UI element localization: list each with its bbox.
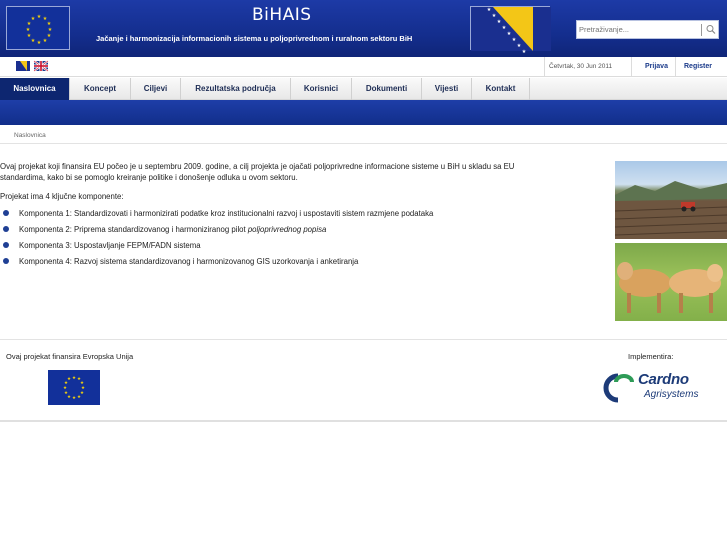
- svg-text:★: ★: [30, 16, 36, 22]
- bullet-icon: [3, 258, 9, 264]
- svg-text:★: ★: [521, 49, 527, 55]
- sub-nav-bar: [0, 100, 727, 125]
- breadcrumb[interactable]: Naslovnica: [14, 132, 46, 139]
- utility-bar: [0, 57, 727, 77]
- list-item: Komponenta 1: Standardizovati i harmonizirati podatke kroz institucionalni razvoj i uspostaviti sistem razmjene podataka: [19, 209, 434, 218]
- nav-item-korisnici[interactable]: Korisnici: [291, 78, 352, 100]
- nav-item-naslovnica[interactable]: Naslovnica: [0, 78, 70, 100]
- nav-item-koncept[interactable]: Koncept: [70, 78, 131, 100]
- svg-text:★: ★: [63, 391, 69, 396]
- cows-photo: [615, 243, 727, 321]
- svg-text:★: ★: [63, 381, 69, 386]
- util-divider: [631, 57, 632, 77]
- svg-text:★: ★: [491, 13, 497, 19]
- bih-flag-graphic: [471, 7, 551, 55]
- nav-item-kontakt[interactable]: Kontakt: [472, 78, 530, 100]
- current-date: Četvrtak, 30 Jun 2011: [549, 63, 613, 70]
- register-link[interactable]: Register: [684, 63, 713, 70]
- svg-text:★: ★: [79, 381, 85, 386]
- svg-text:★: ★: [46, 33, 52, 39]
- eu-logo-icon: [48, 370, 100, 405]
- field-tractor-photo: [615, 161, 727, 239]
- list-item: [19, 225, 326, 234]
- search-box[interactable]: [576, 20, 719, 39]
- footer-divider: [0, 420, 727, 422]
- list-item: Komponenta 4: Razvoj sistema standardizovanog i harmonizovanog GIS uzorkovanja i anketiranja: [19, 257, 359, 266]
- main-nav: [0, 78, 727, 100]
- search-icon[interactable]: [705, 23, 717, 36]
- nav-item-rezultatska-podrucja[interactable]: Rezultatska područja: [181, 78, 291, 100]
- svg-text:★: ★: [511, 37, 517, 43]
- cardno-logo[interactable]: [596, 370, 714, 408]
- funded-by-label: Ovaj projekat finansira Evropska Unija: [6, 352, 134, 361]
- util-divider: [544, 57, 545, 77]
- components-heading: Projekat ima 4 ključne komponente:: [0, 192, 124, 201]
- cardno-subname: Agrisystems: [644, 389, 699, 400]
- site-brand[interactable]: BiHAIS: [252, 5, 312, 25]
- nav-item-ciljevi[interactable]: Ciljevi: [131, 78, 181, 100]
- svg-text:★: ★: [30, 38, 36, 44]
- divider: [0, 339, 727, 340]
- svg-text:★: ★: [47, 27, 53, 33]
- site-header: [0, 0, 727, 57]
- bih-flag-icon: [470, 6, 550, 55]
- svg-text:★: ★: [66, 377, 72, 382]
- svg-text:★: ★: [25, 27, 31, 33]
- bosnian-flag-icon[interactable]: [16, 61, 30, 71]
- svg-text:★: ★: [506, 31, 512, 37]
- eu-flag-icon: [6, 6, 70, 50]
- svg-text:★: ★: [36, 14, 42, 20]
- svg-text:★: ★: [496, 19, 502, 25]
- cardno-mark-icon: [596, 370, 638, 408]
- svg-text:★: ★: [76, 377, 82, 382]
- site-tagline: Jačanje i harmonizacija informacionih sistema u poljoprivrednom i ruralnom sektoru BiH: [96, 34, 413, 43]
- uk-flag-icon[interactable]: [34, 61, 48, 71]
- svg-text:★: ★: [26, 21, 32, 27]
- svg-text:★: ★: [71, 396, 77, 401]
- login-link[interactable]: Prijava: [645, 63, 668, 70]
- eu-stars-icon: [7, 7, 71, 51]
- bullet-icon: [3, 226, 9, 232]
- util-divider: [675, 57, 676, 77]
- svg-text:★: ★: [80, 386, 86, 391]
- nav-item-vijesti[interactable]: Vijesti: [422, 78, 472, 100]
- svg-text:★: ★: [79, 391, 85, 396]
- bullet-icon: [3, 210, 9, 216]
- implemented-by-label: Implementira:: [628, 352, 674, 361]
- search-divider: [701, 24, 702, 36]
- svg-text:★: ★: [42, 16, 48, 22]
- search-input[interactable]: [579, 23, 697, 36]
- svg-text:★: ★: [26, 33, 32, 39]
- svg-text:★: ★: [71, 376, 77, 381]
- list-item: Komponenta 3: Uspostavljanje FEPM/FADN sistema: [19, 241, 201, 250]
- svg-text:★: ★: [66, 395, 72, 400]
- svg-text:★: ★: [516, 43, 522, 49]
- svg-text:★: ★: [42, 38, 48, 44]
- svg-text:★: ★: [501, 25, 507, 31]
- cardno-name: Cardno: [638, 371, 689, 388]
- list-item-text: Komponenta 2: Priprema standardizovanog i harmoniziranog pilot: [19, 225, 248, 234]
- divider: [0, 143, 727, 144]
- svg-text:★: ★: [46, 21, 52, 27]
- bullet-icon: [3, 242, 9, 248]
- nav-item-dokumenti[interactable]: Dokumenti: [352, 78, 422, 100]
- intro-paragraph: Ovaj projekat koji finansira EU počeo je u septembru 2009. godine, a cilj projekta je ojačati poljoprivredne informacione sisteme u BiH u skladu sa EU standardima, kako bi se pomoglo kreiranje politike i donošenje odluka u ovom sektoru.: [0, 162, 515, 182]
- svg-text:★: ★: [62, 386, 68, 391]
- svg-text:★: ★: [36, 40, 42, 46]
- svg-text:★: ★: [486, 7, 492, 13]
- svg-text:★: ★: [76, 395, 82, 400]
- list-item-emphasis: poljoprivrednog popisa: [247, 225, 327, 234]
